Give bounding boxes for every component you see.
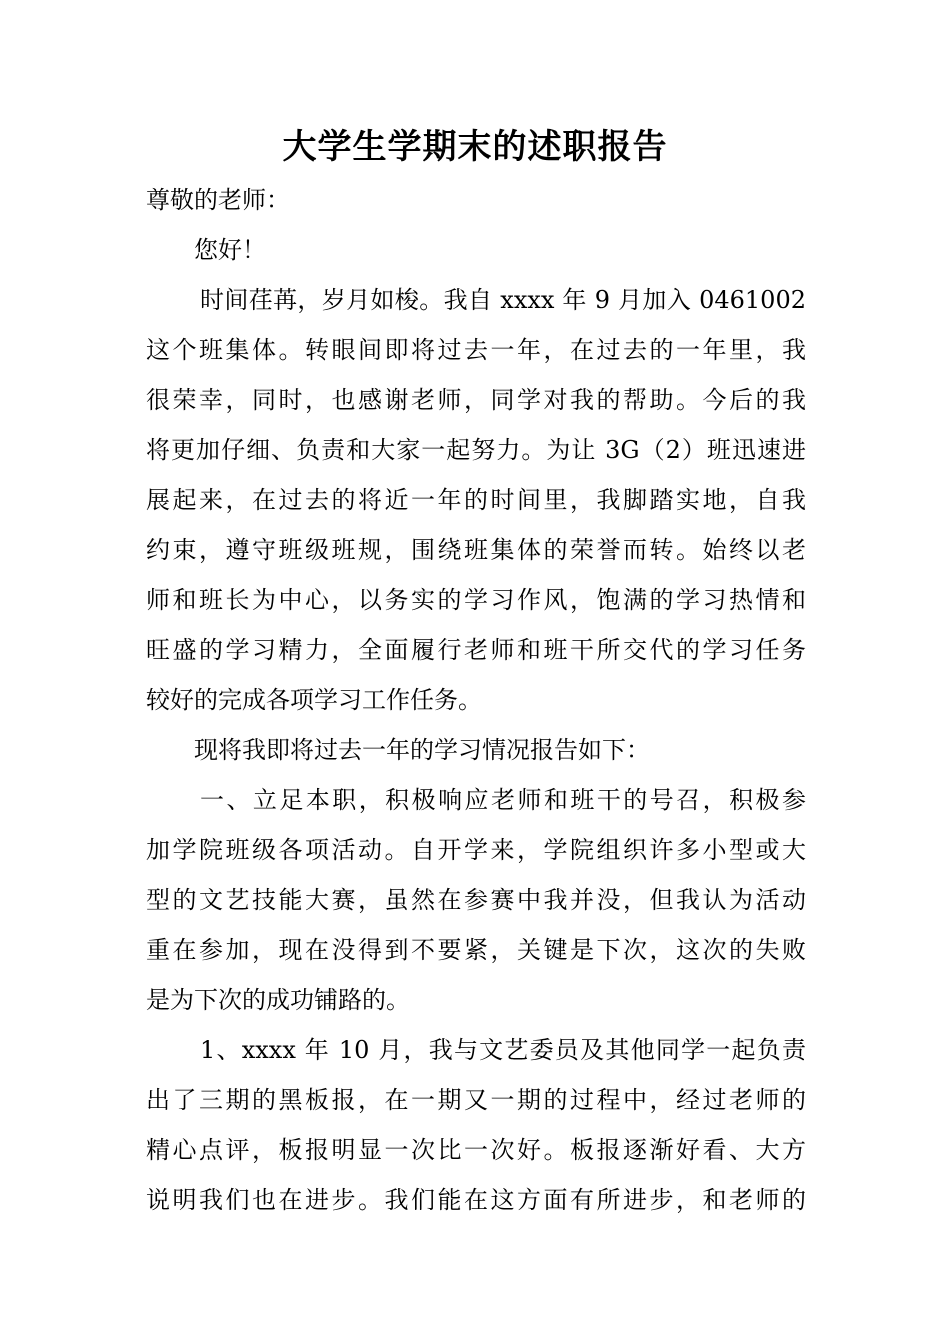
paragraph-line: 将更加仔细、负责和大家一起努力。为让 3G（2）班迅速进 <box>146 436 806 464</box>
paragraph-line: 重在参加，现在没得到不要紧，关键是下次，这次的失败 <box>146 936 806 964</box>
paragraph-line: 这个班集体。转眼间即将过去一年，在过去的一年里，我 <box>146 336 806 364</box>
paragraph-line: 展起来，在过去的将近一年的时间里，我脚踏实地，自我 <box>146 486 806 514</box>
paragraph-line: 精心点评，板报明显一次比一次好。板报逐渐好看、大方 <box>146 1136 806 1164</box>
paragraph-line: 很荣幸，同时，也感谢老师，同学对我的帮助。今后的我 <box>146 386 806 414</box>
salutation: 尊敬的老师： <box>146 186 290 214</box>
paragraph-line: 约束，遵守班级班规，围绕班集体的荣誉而转。始终以老 <box>146 536 806 564</box>
paragraph-line: 旺盛的学习精力，全面履行老师和班干所交代的学习任务 <box>146 636 806 664</box>
paragraph-line: 说明我们也在进步。我们能在这方面有所进步，和老师的 <box>146 1186 806 1214</box>
paragraph-line: 较好的完成各项学习工作任务。 <box>146 686 482 714</box>
paragraph-line: 出了三期的黑板报，在一期又一期的过程中，经过老师的 <box>146 1086 806 1114</box>
paragraph-line: 现将我即将过去一年的学习情况报告如下： <box>194 736 650 764</box>
paragraph-line: 时间荏苒，岁月如梭。我自 xxxx 年 9 月加入 0461002 <box>200 286 806 314</box>
paragraph-line: 是为下次的成功铺路的。 <box>146 986 410 1014</box>
paragraph-line: 型的文艺技能大赛，虽然在参赛中我并没，但我认为活动 <box>146 886 806 914</box>
paragraph-line: 1、xxxx 年 10 月，我与文艺委员及其他同学一起负责 <box>200 1036 806 1064</box>
paragraph-line: 一、立足本职，积极响应老师和班干的号召，积极参 <box>200 786 806 814</box>
paragraph-line: 师和班长为中心，以务实的学习作风，饱满的学习热情和 <box>146 586 806 614</box>
paragraph-line: 加学院班级各项活动。自开学来，学院组织许多小型或大 <box>146 836 806 864</box>
document-title: 大学生学期末的述职报告 <box>282 127 668 167</box>
greeting: 您好！ <box>194 236 266 264</box>
